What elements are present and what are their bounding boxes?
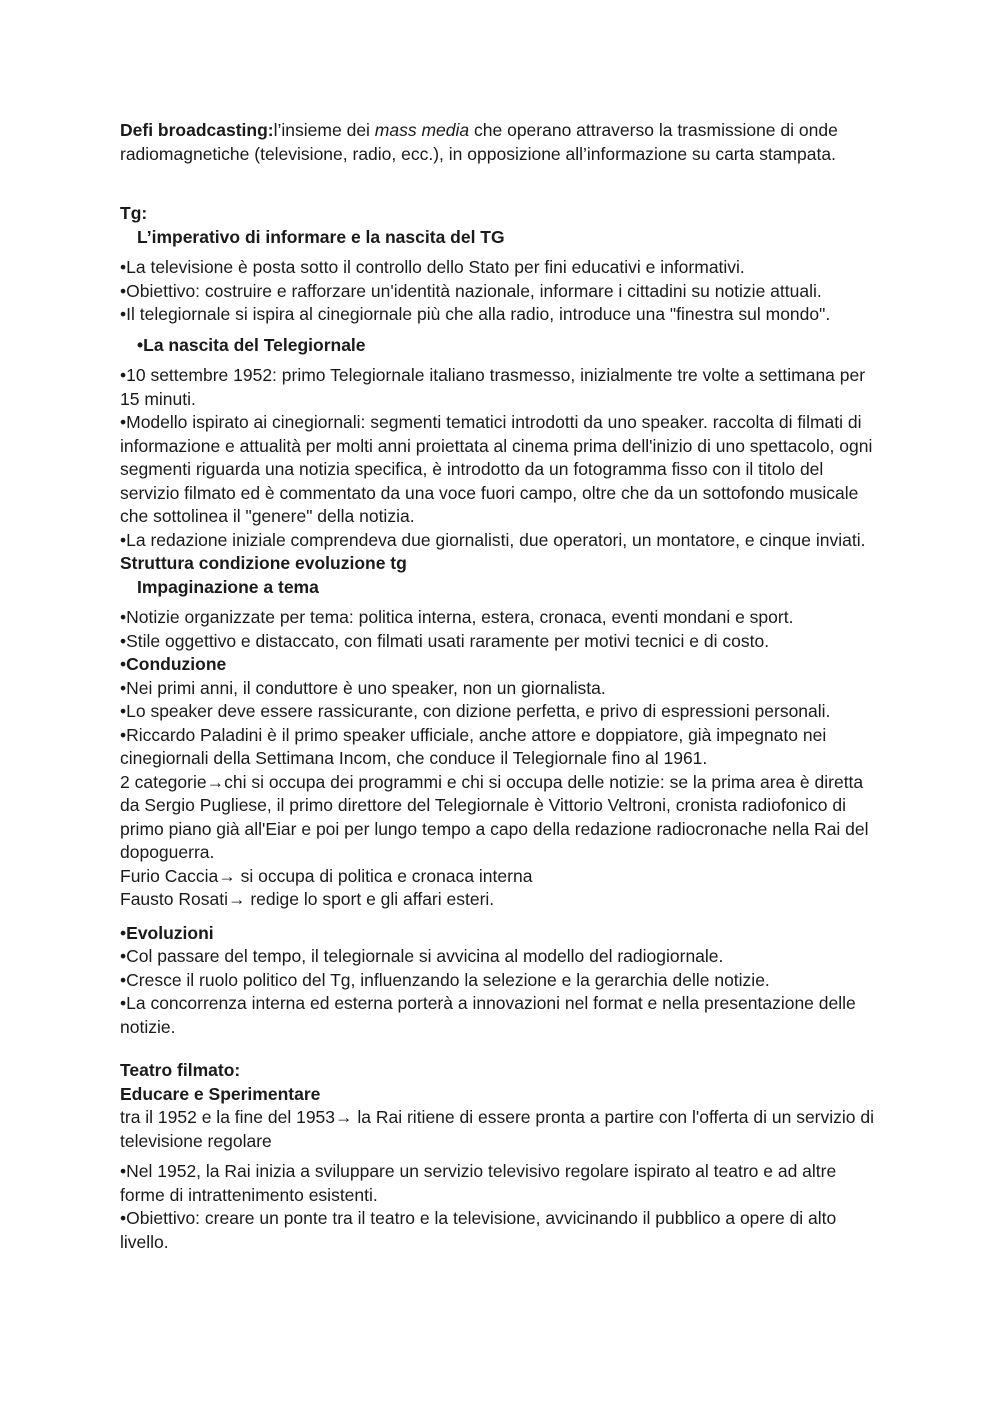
definition-label: Defi broadcasting:: [120, 120, 274, 140]
conduzione-bullet-item: •Lo speaker deve essere rassicurante, con dizione perfetta, e privo di espressioni personali.: [120, 701, 831, 721]
definition-emphasis: mass media: [374, 120, 470, 140]
tg-bullet: •La televisione è posta sotto il controllo dello Stato per fini educativi e informativi.: [120, 257, 745, 277]
struttura-heading: Struttura condizione evoluzione tg: [120, 553, 407, 573]
conduzione-bullet-item: •Nei primi anni, il conduttore è uno speaker, non un giornalista.: [120, 677, 606, 698]
evoluzioni-heading-line: [120, 922, 880, 946]
struttura-subheading: Impaginazione a tema: [137, 576, 319, 597]
tg-heading: Tg:: [120, 203, 148, 223]
tg-bullet: •Obiettivo: costruire e rafforzare un'identità nazionale, informare i cittadini su notizie attuali.: [120, 280, 822, 301]
rosati-line: Fausto Rosati→ redige lo sport e gli affari esteri.: [120, 889, 495, 909]
evoluzioni-bullet-item: •La concorrenza interna ed esterna porterà a innovazioni nel format e nella presentazione delle notizie.: [120, 993, 856, 1037]
evoluzioni-bullet: •: [120, 922, 127, 943]
teatro-subheading: Educare e Sperimentare: [120, 1083, 321, 1104]
evoluzioni-heading: Evoluzioni: [126, 922, 214, 943]
evoluzioni-bullet-item: •Col passare del tempo, il telegiornale si avvicina al modello del radiogiornale.: [120, 946, 724, 966]
conduzione-heading-line: [120, 653, 880, 677]
document-body: [120, 119, 880, 1254]
conduzione-bullet-item: •Riccardo Paladini è il primo speaker ufficiale, anche attore e doppiatore, già impegnato nei cinegiornali della Settimana Incom, che conduce il Telegiornale fino al 1961.: [120, 724, 827, 768]
nascita-bullet: •10 settembre 1952: primo Telegiornale italiano trasmesso, inizialmente tre volte a settimana per 15 minuti.: [120, 365, 866, 409]
definition-paragraph: [120, 119, 880, 166]
struttura-bullet: •Notizie organizzate per tema: politica interna, estera, cronaca, eventi mondani e sport.: [120, 607, 794, 627]
tg-subheading: L’imperativo di informare e la nascita del TG: [137, 226, 505, 247]
nascita-bullet: •La redazione iniziale comprendeva due giornalisti, due operatori, un montatore, e cinque inviati.: [120, 529, 866, 550]
conduzione-bullet: •: [120, 654, 127, 674]
nascita-bullet: •Modello ispirato ai cinegiornali: segmenti tematici introdotti da uno speaker. raccolta di filmati di informazione e attualità per molti anni proiettata al cinema prima dell'inizio di uno spettacolo, ogni segmenti riguarda una notizia specifica, è introdotto da un fotogramma fisso con il titolo del servizio filmato ed è commentato da una voce fuori campo, oltre che da un sottofondo musicale che sottolinea il "genere" della notizia.: [120, 412, 873, 526]
definition-text-a: l’insieme dei: [273, 120, 375, 140]
teatro-heading: Teatro filmato:: [120, 1060, 241, 1080]
teatro-bullet: •Nel 1952, la Rai inizia a sviluppare un servizio televisivo regolare ispirato al teatro e ad altre forme di intrattenimento esistenti.: [120, 1161, 837, 1205]
caccia-line: Furio Caccia→ si occupa di politica e cronaca interna: [120, 865, 533, 886]
teatro-intro: tra il 1952 e la fine del 1953→ la Rai ritiene di essere pronta a partire con l'offerta di un servizio di televisione regolare: [120, 1107, 874, 1151]
tg-bullet: •Il telegiornale si ispira al cinegiornale più che alla radio, introduce una "finestra sul mondo".: [120, 304, 831, 324]
categorie-paragraph: 2 categorie→chi si occupa dei programmi e chi si occupa delle notizie: se la prima area è diretta da Sergio Pugliese, il primo direttore del Telegiornale è Vittorio Veltroni, cronista radiofonico di primo piano già all'Eiar e poi per lungo tempo a capo della redazione radiocronache nella Rai del dopoguerra.: [120, 771, 869, 862]
definition-text-b: che operano attraverso la trasmissione di onde radiomagnetiche (televisione, radio, ecc.), in opposizione all’informazione su carta stampata.: [120, 120, 838, 164]
nascita-heading: •La nascita del Telegiornale: [137, 334, 366, 355]
struttura-bullet: •Stile oggettivo e distaccato, con filmati usati raramente per motivi tecnici e di costo.: [120, 630, 770, 651]
evoluzioni-bullet-item: •Cresce il ruolo politico del Tg, influenzando la selezione e la gerarchia delle notizie.: [120, 969, 770, 990]
conduzione-heading: Conduzione: [126, 654, 227, 674]
teatro-bullet: •Obiettivo: creare un ponte tra il teatro e la televisione, avvicinando il pubblico a opere di alto livello.: [120, 1208, 837, 1252]
